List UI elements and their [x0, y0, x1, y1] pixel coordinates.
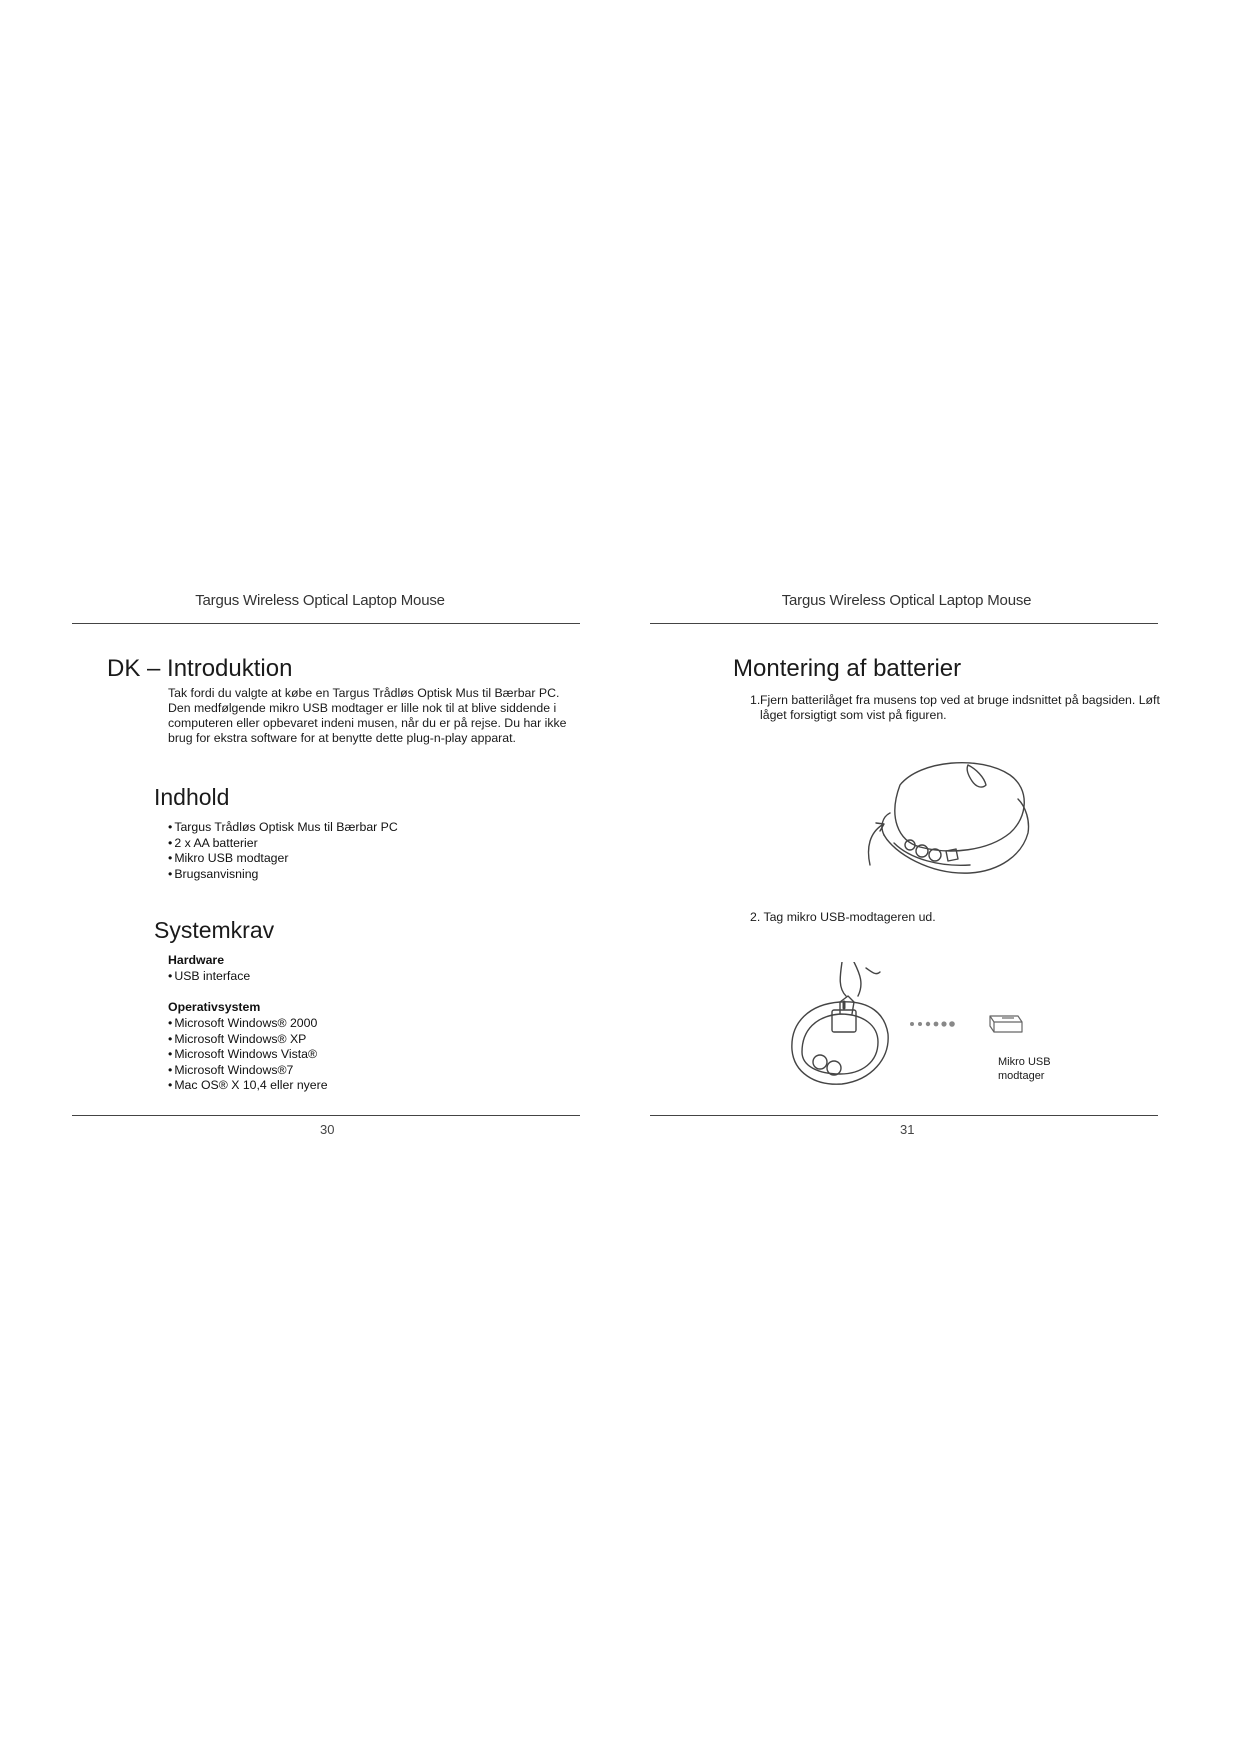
header-rule	[650, 623, 1158, 624]
left-page	[0, 0, 620, 1754]
step-line: låget forsigtigt som vist på figuren.	[760, 708, 947, 722]
hardware-subheading: Hardware	[168, 953, 225, 967]
caption-line: Mikro USB	[998, 1056, 1051, 1068]
system-requirements-heading: Systemkrav	[154, 917, 275, 943]
os-list	[168, 1016, 328, 1094]
page-title: DK – Introduktion	[107, 655, 293, 682]
caption-line: modtager	[998, 1070, 1045, 1082]
list-item: • Microsoft Windows® 2000	[168, 1016, 328, 1032]
footer-rule	[650, 1115, 1158, 1116]
page-number: 30	[320, 1122, 335, 1137]
list-item: • Microsoft Windows®7	[168, 1063, 328, 1079]
list-item: • Microsoft Windows® XP	[168, 1032, 328, 1048]
intro-line: Tak fordi du valgte at købe en Targus Trådløs Optisk Mus til Bærbar PC.	[168, 686, 560, 700]
intro-line: brug for ekstra software for at benytte dette plug-n-play apparat.	[168, 731, 516, 745]
step-line: Fjern batterilåget fra musens top ved at bruge indsnittet på bagsiden. Løft	[760, 693, 1160, 707]
intro-line: computeren eller opbevaret indeni musen, når du er på rejse. Du har ikke	[168, 716, 567, 730]
os-subheading: Operativsystem	[168, 1000, 261, 1014]
receiver-caption	[998, 1055, 1051, 1083]
page-title: Montering af batterier	[733, 655, 962, 682]
header-rule	[72, 623, 580, 624]
running-header: Targus Wireless Optical Laptop Mouse	[781, 592, 1032, 609]
mouse-battery-cover-illustration	[860, 755, 1035, 885]
running-header: Targus Wireless Optical Laptop Mouse	[195, 592, 445, 609]
list-item: • Targus Trådløs Optisk Mus til Bærbar PC	[168, 820, 398, 836]
list-item: • Mac OS® X 10,4 eller nyere	[168, 1078, 328, 1094]
intro-paragraph	[168, 686, 588, 746]
list-item: • Mikro USB modtager	[168, 851, 398, 867]
list-item: • Microsoft Windows Vista®	[168, 1047, 328, 1063]
footer-rule	[72, 1115, 580, 1116]
hardware-list	[168, 969, 250, 985]
right-page	[620, 0, 1241, 1754]
list-item: • USB interface	[168, 969, 250, 985]
intro-line: Den medfølgende mikro USB modtager er lille nok til at blive siddende i	[168, 701, 557, 715]
contents-list	[168, 820, 398, 882]
list-item: • Brugsanvisning	[168, 867, 398, 883]
contents-heading: Indhold	[154, 784, 230, 810]
page-number: 31	[900, 1122, 915, 1137]
list-item: • 2 x AA batterier	[168, 836, 398, 852]
step-number: 1.	[750, 693, 761, 707]
step-2: 2. Tag mikro USB-modtageren ud.	[750, 910, 936, 924]
step-1	[750, 693, 1170, 723]
